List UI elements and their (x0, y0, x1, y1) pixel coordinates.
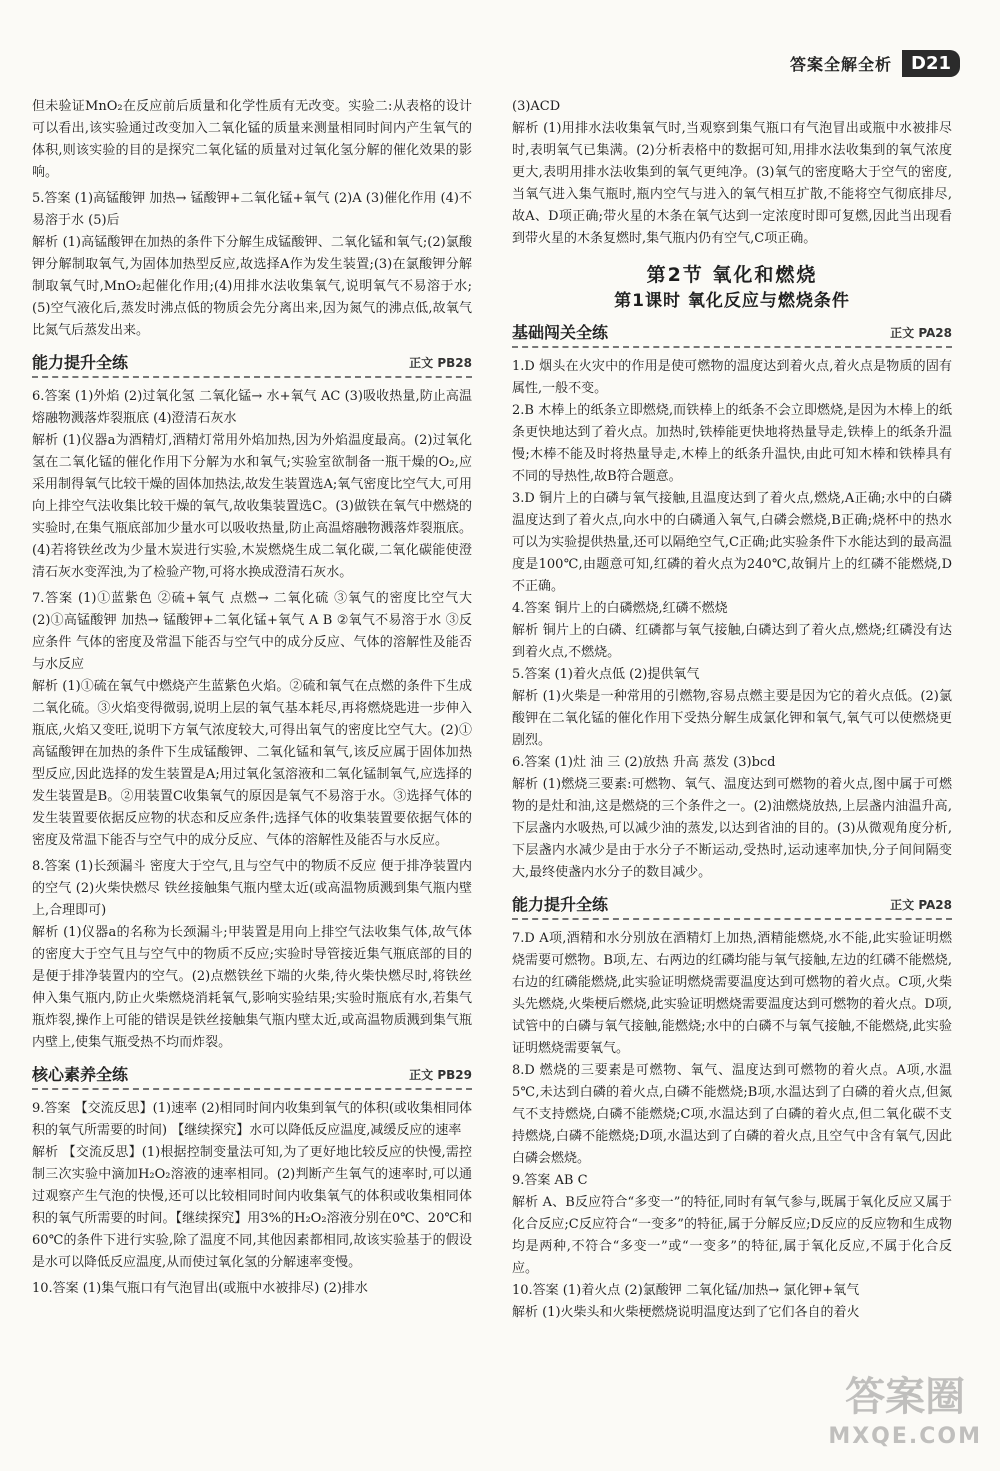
section-header (512, 322, 952, 348)
section-title: 能力提升全练 (32, 353, 129, 372)
analysis-5r: 解析 (1)火柴是一种常用的引燃物,容易点燃主要是因为它的着火点低。(2)氯酸钾在二氧化锰的催化作用下受热分解生成氯化钾和氧气,氧气可以使燃烧更剧烈。 (512, 689, 952, 748)
answer-3: 3.D 铜片上的白磷与氧气接触,且温度达到了着火点,燃烧,A正确;水中的白磷温度达到了着火点,向水中的白磷通入氧气,白磷会燃烧,B正确;烧杯中的热水可以为实验提供热量,还可以隔绝空气,C正确;此实验条件下水能达到的最高温度是100℃,由题意可知,红磷的着火点为240℃,故铜片上的红磷不能燃烧,D不正确。 (512, 491, 952, 594)
lesson-title: 第1课时 氧化反应与燃烧条件 (614, 291, 850, 311)
page-number: D21 (902, 50, 960, 77)
section-ref: 正文 PA28 (890, 898, 952, 912)
watermark-logo (828, 1374, 982, 1457)
watermark-text: 答案圈 (845, 1374, 966, 1420)
answer-5: 5.答案 (1)高锰酸钾 加热→ 锰酸钾+二氧化锰+氧气 (2)A (3)催化作用 (4)不易溶于水 (5)后 (32, 191, 472, 228)
answer-10-cont: (3)ACD (512, 99, 561, 114)
answer-7: 7.答案 (1)①蓝紫色 ②硫+氧气 点燃→ 二氧化硫 ③氧气的密度比空气大 (2)①高锰酸钾 加热→ 锰酸钾+二氧化锰+氧气 A B ②氧气不易溶于水 ③反应条件 气体的密度及常温下能否与空气中的成分反应、气体的溶解性及能否与水反应 (32, 591, 472, 672)
chapter-title: 第2节 氧化和燃烧 (646, 264, 818, 286)
section-title: 基础闯关全练 (512, 323, 609, 342)
answer-6: 6.答案 (1)外焰 (2)过氧化氢 二氧化锰→ 水+氧气 AC (3)吸收热量,防止高温熔融物溅落炸裂瓶底 (4)澄清石灰水 (32, 389, 472, 426)
analysis-8: 解析 (1)仪器a的名称为长颈漏斗;甲装置是用向上排空气法收集气体,故气体的密度大于空气且与空气中的物质不反应;实验时导管接近集气瓶底部的目的是便于排净装置内的空气。(2)点燃铁丝下端的火柴,待火柴快燃尽时,将铁丝伸入集气瓶内,防止火柴燃烧消耗氧气,影响实验结果;实验时瓶底有水,若集气瓶炸裂,操作上可能的错误是铁丝接触集气瓶内壁太近,或高温物质溅到集气瓶内壁上,使集气瓶受热不均而炸裂。 (32, 925, 472, 1050)
analysis-6r: 解析 (1)燃烧三要素:可燃物、氧气、温度达到可燃物的着火点,图中属于可燃物的是灶和油,这是燃烧的三个条件之一。(2)油燃烧放热,上层盏内油温升高,下层盏内水吸热,可以减少油的蒸发,以达到省油的目的。(3)从微观角度分析,下层盏内水减少是由于水分子不断运动,受热时,运动速率加快,分子间间隔变大,最终使盏内水分子的数目减少。 (512, 777, 952, 880)
answer-2: 2.B 木棒上的纸条立即燃烧,而铁棒上的纸条不会立即燃烧,是因为木棒上的纸条更快地达到了着火点。加热时,铁棒能更快地将热量导走,铁棒上的纸条升温慢;木棒不能及时将热量导走,木棒上的纸条升温快,由此可知木棒和铁棒具有不同的导热性,故B符合题意。 (512, 403, 952, 484)
section-ref: 正文 PB28 (409, 356, 472, 370)
analysis-9: 解析 【交流反思】(1)根据控制变量法可知,为了更好地比较反应的快慢,需控制三次实验中滴加H₂O₂溶液的速率相同。(2)判断产生氧气的速率时,可以通过观察产生气泡的快慢,还可以比较相同时间内收集氧气的体积或收集相同体积的氧气所需要的时间。【继续探究】用3%的H₂O₂溶液分别在0℃、20℃和60℃的条件下进行实验,除了温度不同,其他因素都相同,故该实验基于的假设是水可以降低反应温度,从而使过氧化氢的分解速率变慢。 (32, 1145, 472, 1270)
paragraph: 但未验证MnO₂在反应前后质量和化学性质有无改变。实验二:从表格的设计可以看出,该实验通过改变加入二氧化锰的质量来测量相同时间内产生氧气的体积,则该实验的目的是探究二氧化锰的质量对过氧化氢分解的催化效果的影响。 (32, 99, 472, 180)
answer-8: 8.答案 (1)长颈漏斗 密度大于空气,且与空气中的物质不反应 便于排净装置内的空气 (2)火柴快燃尽 铁丝接触集气瓶内壁太近(或高温物质溅到集气瓶内壁上,合理即可) (32, 859, 472, 918)
header-title: 答案全解全析 (789, 55, 892, 74)
section-header (32, 1064, 472, 1090)
section-header (512, 894, 952, 920)
page-header (790, 50, 960, 77)
section-header (32, 352, 472, 378)
right-column (512, 96, 952, 1324)
section-title: 能力提升全练 (512, 895, 609, 914)
watermark-url: MXQE.COM (828, 1424, 982, 1449)
section-ref: 正文 PB29 (409, 1068, 472, 1082)
answer-8r: 8.D 燃烧的三要素是可燃物、氧气、温度达到可燃物的着火点。A项,水温5℃,未达到白磷的着火点,白磷不能燃烧;B项,水温达到了白磷的着火点,但氮气不支持燃烧,白磷不能燃烧;C项,水温达到了白磷的着火点,但二氧化碳不支持燃烧,白磷不能燃烧;D项,水温达到了白磷的着火点,且空气中含有氧气,因此白磷会燃烧。 (512, 1063, 952, 1166)
analysis-10r: 解析 (1)火柴头和火柴梗燃烧说明温度达到了它们各自的着火 (512, 1305, 860, 1320)
analysis-9r: 解析 A、B反应符合“多变一”的特征,同时有氧气参与,既属于氧化反应又属于化合反应;C反应符合“一变多”的特征,属于分解反应;D反应的反应物和生成物均是两种,不符合“多变一”或“一变多”的特征,属于氧化反应,不属于化合反应。 (512, 1195, 952, 1276)
answer-10r: 10.答案 (1)着火点 (2)氯酸钾 二氧化锰/加热→ 氯化钾+氧气 (512, 1283, 860, 1298)
left-column (32, 96, 472, 1300)
analysis-5: 解析 (1)高锰酸钾在加热的条件下分解生成锰酸钾、二氧化锰和氧气;(2)氯酸钾分解制取氧气,为固体加热型反应,故选择A作为发生装置;(3)在氯酸钾分解制取氧气时,MnO₂起催化作用;(4)用排水法收集氧气,说明氧气不易溶于水;(5)空气液化后,蒸发时沸点低的物质会先分离出来,因为氮气的沸点低,故氧气比氮气后蒸发出来。 (32, 235, 472, 338)
answer-7r: 7.D A项,酒精和水分别放在酒精灯上加热,酒精能燃烧,水不能,此实验证明燃烧需要可燃物。B项,左、右两边的红磷均能与氧气接触,左边的红磷不能燃烧,右边的红磷能燃烧,此实验证明燃烧需要温度达到可燃物的着火点。C项,火柴头先燃烧,火柴梗后燃烧,此实验证明燃烧需要温度达到可燃物的着火点。D项,试管中的白磷与氧气接触,能燃烧;水中的白磷不与氧气接触,不能燃烧,此实验证明燃烧需要氧气。 (512, 931, 952, 1056)
section-ref: 正文 PA28 (890, 326, 952, 340)
analysis-4: 解析 铜片上的白磷、红磷都与氧气接触,白磷达到了着火点,燃烧;红磷没有达到着火点,不燃烧。 (512, 623, 952, 660)
answer-9: 9.答案 【交流反思】(1)速率 (2)相同时间内收集到氧气的体积(或收集相同体积的氧气所需要的时间) 【继续探究】水可以降低反应温度,减缓反应的速率 (32, 1101, 472, 1138)
analysis-7: 解析 (1)①硫在氧气中燃烧产生蓝紫色火焰。②硫和氧气在点燃的条件下生成二氧化硫。③火焰变得微弱,说明上层的氧气基本耗尽,再将燃烧匙进一步伸入瓶底,火焰又变旺,说明下方氧气浓度较大,可得出氧气的密度比空气大。(2)①高锰酸钾在加热的条件下生成锰酸钾、二氧化锰和氧气,该反应属于固体加热型反应,因此选择的发生装置是A;用过氧化氢溶液和二氧化锰制氧气,应选择的发生装置是B。②用装置C收集氧气的原因是氧气不易溶于水。③选择气体的发生装置要依据反应物的状态和反应条件;选择气体的收集装置要依据气体的密度及常温下能否与空气中的成分反应、气体的溶解性及能否与水反应。 (32, 679, 472, 848)
answer-9r: 9.答案 AB C (512, 1173, 588, 1188)
answer-6r: 6.答案 (1)灶 油 三 (2)放热 升高 蒸发 (3)bcd (512, 755, 776, 770)
answer-5r: 5.答案 (1)着火点低 (2)提供氧气 (512, 667, 700, 682)
analysis-6: 解析 (1)仪器a为酒精灯,酒精灯常用外焰加热,因为外焰温度最高。(2)过氧化氢在二氧化锰的催化作用下分解为水和氧气;实验室欲制备一瓶干燥的O₂,应采用制得氧气比较干燥的固体加热法,故发生装置选A;氧气密度比空气大,可用向上排空气法收集比较干燥的氧气,故收集装置选C。(3)做铁在氧气中燃烧的实验时,在集气瓶底部加少量水可以吸收热量,防止高温熔融物溅落炸裂瓶底。(4)若将铁丝改为少量木炭进行实验,木炭燃烧生成二氧化碳,二氧化碳能使澄清石灰水变浑浊,为了检验产物,可将水换成澄清石灰水。 (32, 433, 472, 580)
answer-4: 4.答案 铜片上的白磷燃烧,红磷不燃烧 (512, 601, 728, 616)
answer-10: 10.答案 (1)集气瓶口有气泡冒出(或瓶中水被排尽) (2)排水 (32, 1281, 368, 1296)
analysis-10: 解析 (1)用排水法收集氧气时,当观察到集气瓶口有气泡冒出或瓶中水被排尽时,表明氧气已集满。(2)分析表格中的数据可知,用排水法收集到的氧气浓度更大,表明用排水法收集到的氧气更纯净。(3)氧气的密度略大于空气的密度,当氧气进入集气瓶时,瓶内空气与进入的氧气相互扩散,不能将空气彻底排尽,故A、D项正确;带火星的木条在氧气达到一定浓度时即可复燃,因此当出现看到带火星的木条复燃时,集气瓶内仍有空气,C项正确。 (512, 121, 952, 246)
section-title: 核心素养全练 (32, 1065, 129, 1084)
answer-1: 1.D 烟头在火灾中的作用是使可燃物的温度达到着火点,着火点是物质的固有属性,一般不变。 (512, 359, 952, 396)
